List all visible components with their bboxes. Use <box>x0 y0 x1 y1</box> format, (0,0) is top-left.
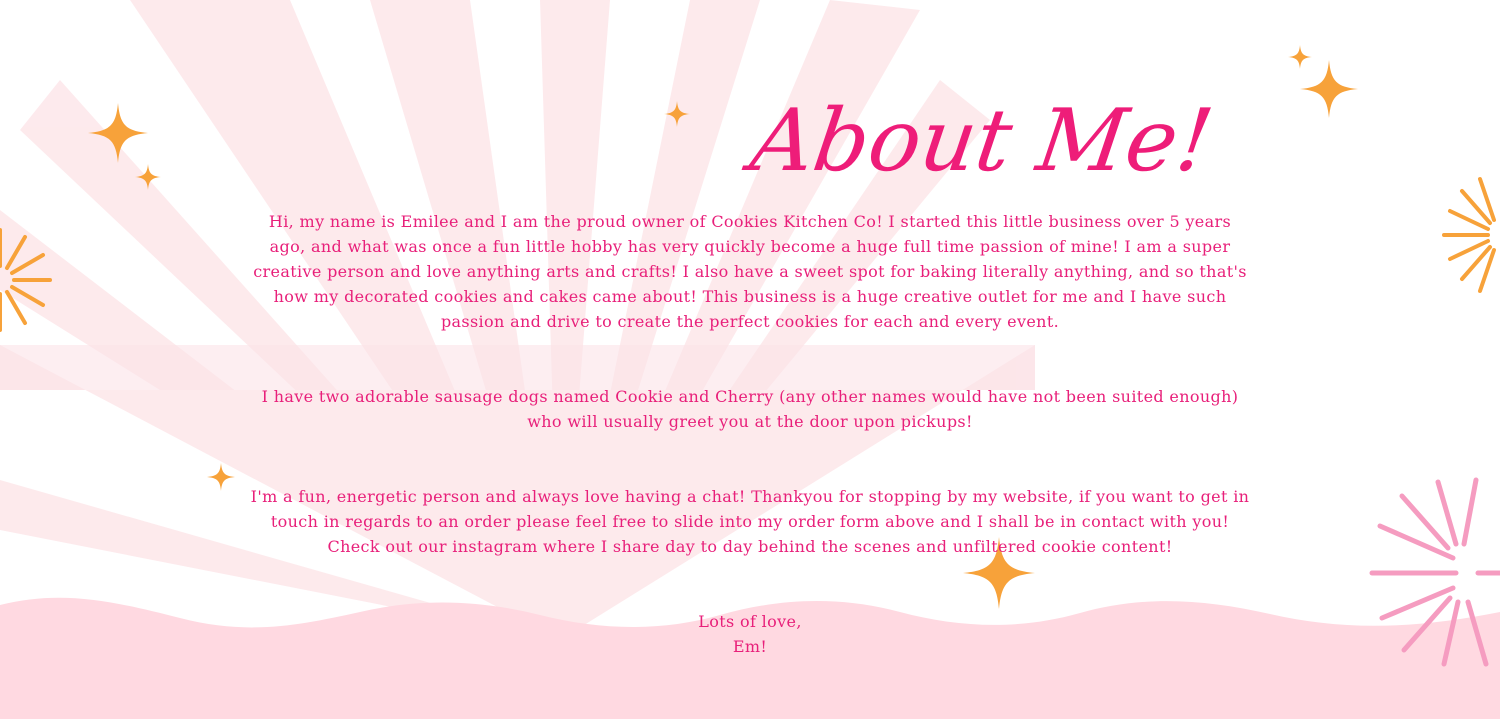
sparkle-icon <box>135 164 161 190</box>
page-title <box>745 70 1219 200</box>
burst-icon-right <box>1440 175 1500 295</box>
signoff-line-1: Lots of love, <box>698 612 802 631</box>
signoff-line-2: Em! <box>732 637 768 656</box>
burst-icon-left <box>0 225 55 335</box>
sparkle-icon <box>1300 60 1358 118</box>
about-paragraph-intro: Hi, my name is Emilee and I am the proud owner of Cookies Kitchen Co! I started this little business over 5 years ago, and what was once a fun little hobby has very quickly become a huge full time passion of mine! I am a super creative person and love anything arts and crafts! I also have a sweet spot for baking literally anything, and so that's how my decorated cookies and cakes came about! This business is a huge creative outlet for me and I have such passion and drive to create the perfect cookies for each and every event. <box>253 212 1247 331</box>
about-paragraph-contact: I'm a fun, energetic person and always love having a chat! Thankyou for stopping by my website, if you want to get in touch in regards to an order please feel free to slide into my order form above and I shall be in contact with you! Check out our instagram where I share day to day behind the scenes and unfiltered cookie content! <box>250 487 1250 556</box>
burst-icon-pink <box>1368 478 1500 668</box>
page-title-text: About Me! <box>745 91 1219 191</box>
sparkle-icon <box>664 101 690 127</box>
sparkle-icon <box>207 463 235 491</box>
about-paragraph-dogs: I have two adorable sausage dogs named Cookie and Cherry (any other names would have not been suited enough) who will usually greet you at the door upon pickups! <box>261 387 1239 431</box>
signoff <box>600 609 900 659</box>
sparkle-icon <box>88 103 148 163</box>
